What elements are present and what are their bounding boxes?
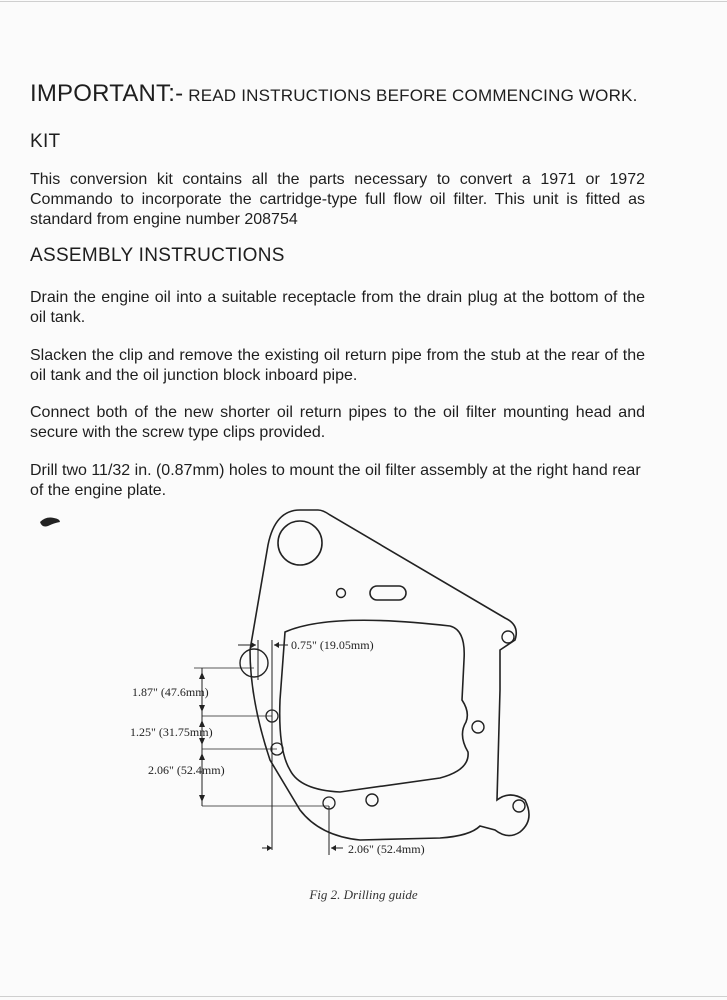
ink-mark xyxy=(40,518,60,527)
dim-arrow-3-down xyxy=(199,795,205,802)
dim-bottom-arrowhead-right xyxy=(331,845,336,851)
assembly-heading: ASSEMBLY INSTRUCTIONS xyxy=(30,245,285,266)
large-hole xyxy=(278,521,322,565)
bottom-hole xyxy=(366,794,378,806)
small-hole xyxy=(337,589,346,598)
page-bottom-edge xyxy=(0,996,727,997)
dim-label-third: 2.06" (52.4mm) xyxy=(148,763,225,777)
assembly-step-1: Drain the engine oil into a suitable receptacle from the drain plug at the bottom of the oil tank. xyxy=(30,289,645,326)
dim-arrow-1-down xyxy=(199,705,205,712)
dim-arrow-1-up xyxy=(199,672,205,679)
assembly-step-3: Connect both of the new shorter oil return pipes to the oil filter mounting head and secure with the screw type clips provided. xyxy=(30,404,645,441)
dim-bottom-arrowhead-left xyxy=(267,845,272,851)
datum-hole xyxy=(240,649,268,677)
dim-top-arrowhead-right xyxy=(274,642,279,648)
dim-label-first: 1.87" (47.6mm) xyxy=(132,685,209,699)
assembly-step-2: Slacken the clip and remove the existing oil return pipe from the stub at the rear of the oil tank and the oil junction block inboard pipe. xyxy=(30,347,645,384)
assembly-step-4: Drill two 11/32 in. (0.87mm) holes to mount the oil filter assembly at the right hand rear of the engine plate. xyxy=(30,462,641,499)
right-hole-bottom xyxy=(513,800,525,812)
dim-label-second: 1.25" (31.75mm) xyxy=(130,725,213,739)
drilling-guide-diagram xyxy=(0,500,727,880)
dim-label-bottom: 2.06" (52.4mm) xyxy=(348,842,425,856)
dim-label-top: 0.75" (19.05mm) xyxy=(291,638,374,652)
important-heading xyxy=(30,80,638,108)
kit-paragraph: This conversion kit contains all the parts necessary to convert a 1971 or 1972 Commando to incorporate the cartridge-type full flow oil filter. This unit is fitted as standard from engine number 208754 xyxy=(30,171,645,228)
right-hole-top xyxy=(502,631,514,643)
dim-arrow-3-up xyxy=(199,753,205,760)
kit-heading: KIT xyxy=(30,131,61,152)
page-top-edge xyxy=(0,1,727,2)
important-text: READ INSTRUCTIONS BEFORE COMMENCING WORK. xyxy=(183,86,638,105)
engine-plate-outline xyxy=(250,510,529,840)
right-hole-middle xyxy=(472,721,484,733)
dim-top-arrowhead-left xyxy=(251,642,256,648)
dim-arrow-2-down xyxy=(199,738,205,745)
figure-caption: Fig 2. Drilling guide xyxy=(309,887,418,902)
important-label: IMPORTANT:- xyxy=(30,80,184,107)
slot-hole xyxy=(370,586,406,600)
